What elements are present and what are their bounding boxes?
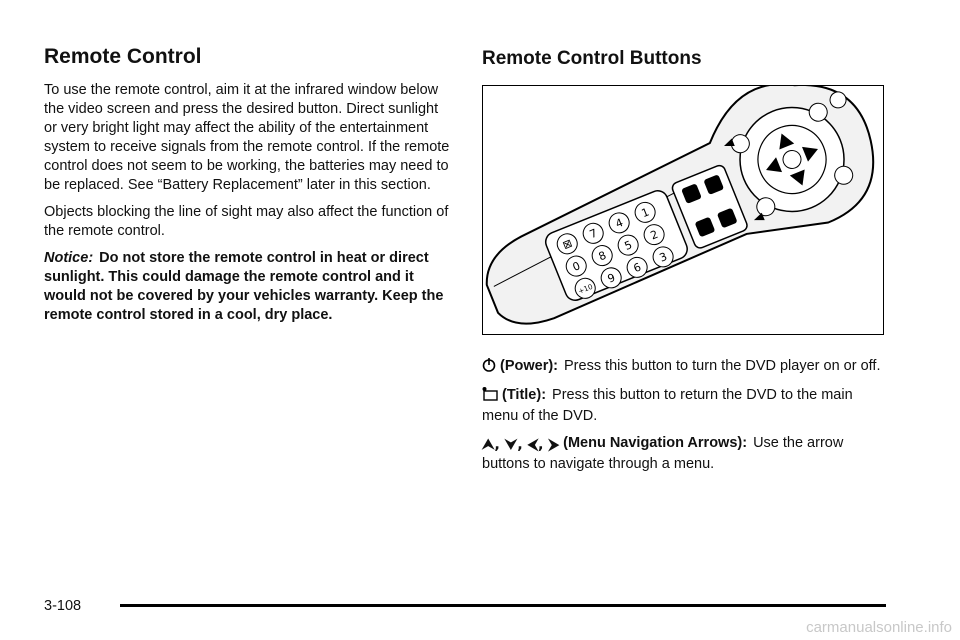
right-column (482, 44, 886, 482)
intro-paragraph: To use the remote control, aim it at the infrared window below the video screen and press the desired button. Direct sunlight or very bright light may affect the ability of the entertainment system to receive signals from the remote control. If the remote control does not seem to be working, the batteries may need to be replaced. See “Battery Replacement” later in this section. (44, 82, 450, 194)
power-button-text: Press this button to turn the DVD player on or off. (564, 357, 881, 374)
footer-rule (120, 604, 886, 607)
title-button-label: (Title): (502, 386, 547, 403)
key-4-label: 4 (613, 215, 626, 231)
notice-label: Notice: (44, 250, 94, 267)
key-8-label: 8 (596, 248, 609, 264)
remote-control-illustration (483, 86, 883, 334)
key-9-label: 9 (605, 270, 618, 286)
power-button-description (482, 357, 886, 378)
key-6-label: 6 (631, 260, 644, 275)
arrows-icon: ⮝, ⮟, ⮜, ⮞ (482, 436, 560, 453)
key-0-label: 0 (570, 259, 583, 274)
key-5-label: 5 (622, 238, 635, 253)
title-icon (482, 386, 498, 407)
key-1-label: 1 (639, 205, 651, 220)
arrows-description (482, 434, 886, 474)
notice-text: Do not store the remote control in heat or direct sunlight. This could damage the remote control and it would not be covered by your vehicles warranty. Keep the remote control stored in a cool, dry place. (44, 250, 444, 324)
page-number: 3-108 (44, 598, 82, 614)
line-of-sight-paragraph: Objects blocking the line of sight may also affect the function of the remote control. (44, 204, 449, 240)
power-button-label: (Power): (500, 357, 558, 374)
power-icon (482, 357, 496, 378)
key-2-label: 2 (648, 227, 660, 243)
remote-control-figure (482, 85, 884, 335)
left-column (44, 44, 454, 333)
notice-paragraph (44, 249, 454, 325)
key-3-label: 3 (657, 249, 669, 265)
key-7-label: 7 (587, 226, 600, 241)
section-title: Remote Control Buttons (482, 48, 702, 69)
key-plus10-label: +10 (577, 282, 594, 296)
title-button-description (482, 386, 886, 426)
watermark: carmanualsonline.info (806, 619, 952, 636)
arrows-text: Use the arrow buttons to navigate through a menu. (482, 434, 844, 472)
page-title: Remote Control (44, 45, 202, 68)
arrows-label: (Menu Navigation Arrows): (563, 434, 748, 451)
key-special-label: ⊠ (560, 236, 575, 252)
title-button-text: Press this button to return the DVD to the main menu of the DVD. (482, 386, 853, 424)
